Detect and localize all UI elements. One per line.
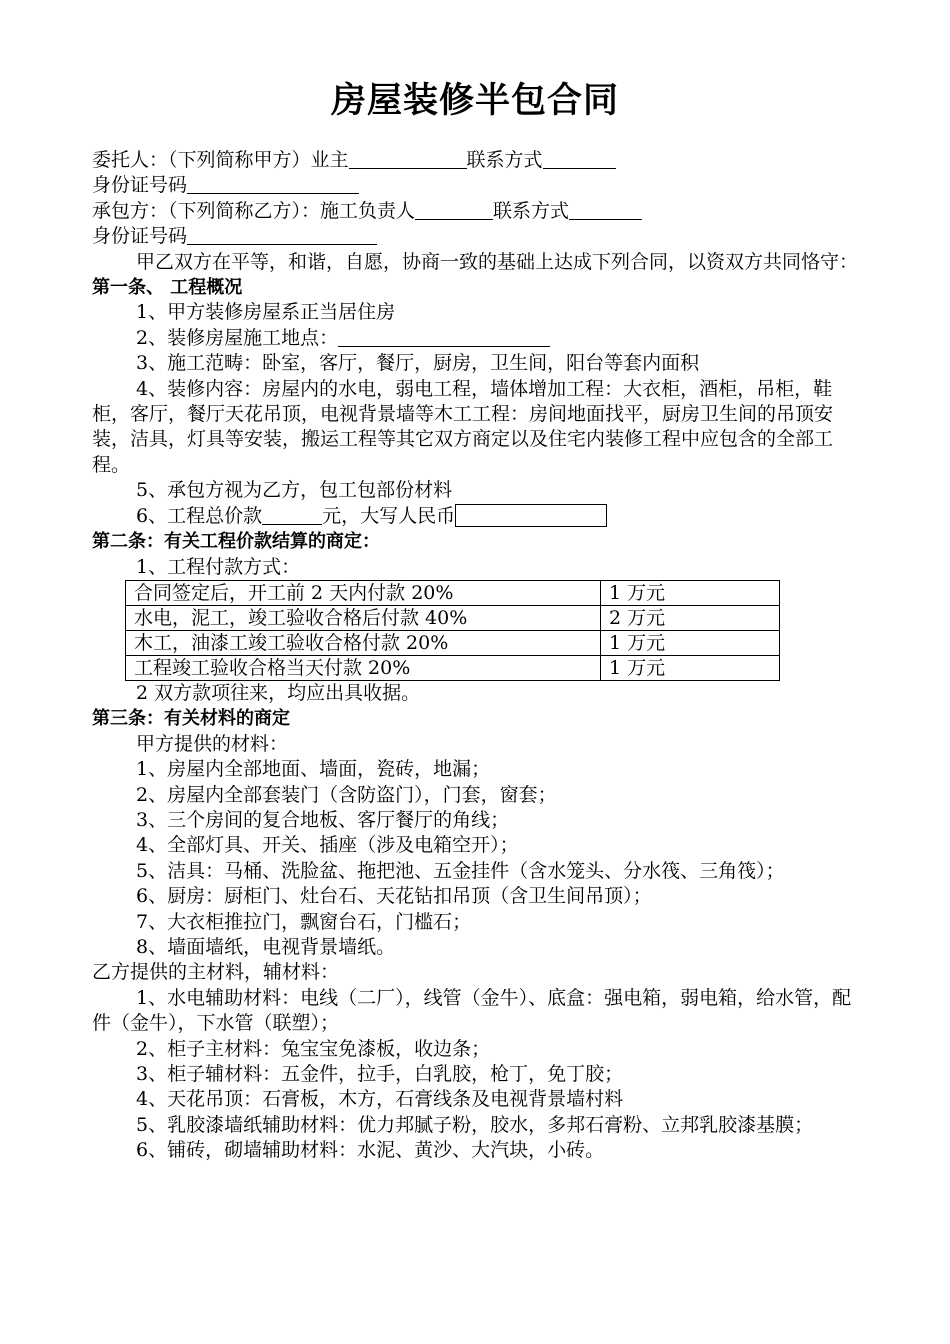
client-contact-blank [543,148,616,169]
table-row [126,655,780,680]
table-row [126,630,780,655]
section1-item6-b: 元，大写人民币 [322,504,456,527]
party-a-item: 4、全部灯具、开关、插座（涉及电箱空开）； [136,834,519,857]
section2-heading: 第二条：有关工程价款结算的商定： [92,531,380,553]
party-a-item: 2、房屋内全部套装门（含防盗门），门套，窗套； [136,783,557,806]
party-a-item: 1、房屋内全部地面、墙面，瓷砖，地漏； [136,758,491,781]
contractor-id-line [92,224,866,249]
section1-item6-a: 6、工程总价款 [136,504,263,527]
payment-method-label: 1、工程付款方式： [136,555,301,578]
party-b-item: 6、铺砖，砌墙辅助材料：水泥、黄沙、大汽块，小砖。 [136,1139,605,1162]
contractor-label: 承包方：（下列简称乙方）：施工负责人 [92,199,416,222]
section1-item3: 3、施工范畴：卧室，客厅，餐厅，厨房，卫生间，阳台等套内面积 [136,352,700,375]
party-a-item: 7、大衣柜推拉门，飘窗台石，门槛石； [136,910,472,933]
section1-item5: 5、承包方视为乙方，包工包部份材料 [136,479,453,502]
section1-item2: 2、装修房屋施工地点： [136,326,339,349]
total-price-words-box [455,504,607,527]
payment-desc: 工程竣工验收合格当天付款 20% [126,655,601,680]
client-line [92,148,866,173]
party-b-item: 1、水电辅助材料：电线（二厂），线管（金牛）、底盒：强电箱，弱电箱，给水管，配件（金牛），下水管（联塑）； [92,986,852,1035]
contractor-id-blank [187,224,377,245]
contractor-name-blank [415,199,493,220]
payment-desc: 合同签定后，开工前 2 天内付款 20% [126,580,601,605]
party-b-item: 4、天花吊顶：石膏板，木方，石膏线条及电视背景墙村料 [136,1088,624,1111]
section1-item1: 1、甲方装修房屋系正当居住房 [136,301,396,324]
section1-item4: 4、装修内容：房屋内的水电，弱电工程，墙体增加工程：大衣柜，酒柜，吊柜，鞋柜，客厅，餐厅天花吊顶，电视背景墙等木工工程：房间地面找平，厨房卫生间的吊顶安装，洁具，灯具等安装，搬运工程等其它双方商定以及住宅内装修工程中应包含的全部工程。 [92,377,834,476]
section1-item6-line [92,504,866,529]
party-b-item: 5、乳胶漆墙纸辅助材料：优力邦腻子粉，胶水，多邦石膏粉、立邦乳胶漆基膜； [136,1113,814,1136]
receipt-note: 2 双方款项往来，均应出具收据。 [136,681,421,704]
party-a-item: 5、洁具：马桶、洗脸盆、拖把池、五金挂件（含水笼头、分水筏、三角筏）； [136,859,785,882]
section1-item2-line [92,326,866,351]
contractor-line [92,199,866,224]
payment-amount: 1 万元 [601,580,780,605]
client-id-line [92,173,866,198]
section1-heading: 第一条、 工程概况 [92,277,243,299]
payment-amount: 1 万元 [601,630,780,655]
payment-amount: 1 万元 [601,655,780,680]
client-id-label: 身份证号码 [92,174,188,197]
site-address-blank [338,326,550,347]
party-b-item: 3、柜子辅材料：五金件，拉手，白乳胶，枪丁，免丁胶； [136,1063,624,1085]
party-a-item: 3、三个房间的复合地板、客厅餐厅的角线； [136,808,510,831]
table-row [126,605,780,630]
contractor-contact-blank [569,199,642,220]
payment-table [125,580,780,681]
total-price-blank [262,504,322,525]
contract-body [92,148,866,1164]
client-label: 委托人：（下列简称甲方）业主 [92,149,349,171]
party-a-materials-label: 甲方提供的材料： [136,732,289,755]
party-a-item: 6、厨房：厨柜门、灶台石、天花钻扣吊顶（含卫生间吊顶）； [136,885,652,908]
contractor-id-label: 身份证号码 [92,225,188,248]
party-b-materials-label: 乙方提供的主材料，辅材料： [92,961,340,984]
client-name-blank [349,148,467,169]
party-b-item: 2、柜子主材料：兔宝宝免漆板，收边条； [136,1037,491,1060]
payment-desc: 木工，油漆工竣工验收合格付款 20% [126,630,601,655]
contract-title: 房屋装修半包合同 [330,81,619,121]
section3-heading: 第三条：有关材料的商定 [92,708,290,730]
client-id-blank [187,173,359,194]
payment-desc: 水电，泥工，竣工验收合格后付款 40% [126,605,601,630]
payment-amount: 2 万元 [601,605,780,630]
party-a-item: 8、墙面墙纸，电视背景墙纸。 [136,935,396,958]
table-row [126,580,780,605]
intro-paragraph: 甲乙双方在平等，和谐，自愿，协商一致的基础上达成下列合同，以资双方共同恪守： [136,250,859,273]
contractor-contact-label: 联系方式 [493,199,570,222]
client-contact-label: 联系方式 [466,149,543,171]
